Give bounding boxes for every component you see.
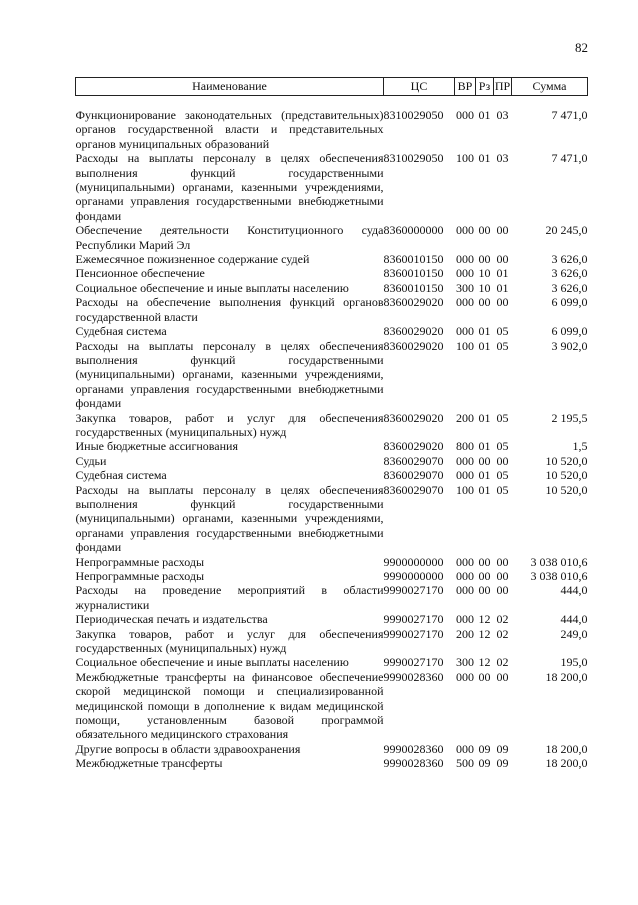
- row-name: Расходы на обеспечение выполнения функций органов государственной власти: [75, 295, 384, 324]
- row-rz: 12: [478, 655, 491, 670]
- row-rz: 00: [478, 554, 491, 569]
- row-pr: 00: [496, 295, 509, 310]
- row-rz: 12: [478, 626, 491, 641]
- row-name: Другие вопросы в области здравоохранения: [75, 741, 301, 756]
- row-vr: 100: [456, 338, 474, 353]
- row-vr: 000: [456, 453, 474, 468]
- row-vr: 000: [456, 583, 474, 598]
- row-sum: 1,5: [572, 439, 588, 454]
- row-name: Расходы на выплаты персоналу в целях обеспечения выполнения функций государственными (муниципальными) органами, казенными учреждениями, органами управления государственными внебюджетными фондами: [75, 482, 384, 555]
- table-row: [76, 454, 588, 468]
- row-pr: 00: [496, 554, 509, 569]
- table-row: [76, 612, 588, 626]
- row-cs: 8360029020: [383, 439, 444, 454]
- row-cs: 8310029050: [383, 151, 444, 166]
- row-pr: 00: [496, 453, 509, 468]
- row-vr: 500: [456, 756, 474, 771]
- header-rz: Рз: [476, 78, 494, 96]
- row-cs: 9990028360: [383, 756, 444, 771]
- row-pr: 02: [496, 655, 509, 670]
- table-row: [76, 411, 588, 440]
- row-vr: 200: [456, 626, 474, 641]
- table-header-row: [76, 78, 588, 96]
- table-row: [76, 339, 588, 411]
- row-name: Функционирование законодательных (представительных) органов государственной власти и представительных органов муниципальных образований: [75, 108, 384, 151]
- row-sum: 3 626,0: [551, 280, 588, 295]
- table-row: [76, 742, 588, 756]
- table-row: [76, 583, 588, 612]
- header-spacer: [76, 96, 588, 109]
- row-rz: 01: [478, 324, 491, 339]
- row-sum: 10 520,0: [545, 453, 588, 468]
- row-sum: 3 626,0: [551, 266, 588, 281]
- row-pr: 01: [496, 280, 509, 295]
- row-name: Расходы на выплаты персоналу в целях обеспечения выполнения функций государственными (муниципальными) органами, казенными учреждениями, органами управления государственными внебюджетными фондами: [75, 151, 384, 223]
- row-vr: 000: [456, 741, 474, 756]
- row-rz: 00: [478, 295, 491, 310]
- row-sum: 3 038 010,6: [530, 554, 588, 569]
- row-cs: 8310029050: [383, 108, 444, 122]
- row-sum: 249,0: [560, 626, 588, 641]
- row-cs: 8360029020: [383, 410, 444, 425]
- row-pr: 00: [496, 252, 509, 267]
- row-vr: 000: [456, 266, 474, 281]
- row-cs: 8360029020: [383, 295, 444, 310]
- row-cs: 8360029070: [383, 482, 444, 497]
- row-sum: 444,0: [560, 612, 588, 627]
- row-vr: 000: [456, 554, 474, 569]
- row-sum: 3 902,0: [551, 338, 588, 353]
- row-cs: 9990027170: [383, 655, 444, 670]
- row-vr: 200: [456, 410, 474, 425]
- row-name: Межбюджетные трансферты: [75, 756, 223, 771]
- row-pr: 05: [496, 338, 509, 353]
- row-vr: 000: [456, 468, 474, 483]
- row-rz: 10: [478, 266, 491, 281]
- row-rz: 01: [478, 439, 491, 454]
- table-row: [76, 670, 588, 742]
- row-sum: 2 195,5: [551, 410, 588, 425]
- row-pr: 00: [496, 223, 509, 238]
- row-vr: 300: [456, 280, 474, 295]
- row-rz: 12: [478, 612, 491, 627]
- row-pr: 05: [496, 439, 509, 454]
- row-cs: 9990000000: [383, 569, 444, 583]
- row-sum: 10 520,0: [545, 482, 588, 497]
- row-sum: 3 626,0: [551, 252, 588, 267]
- row-sum: 3 038 010,6: [530, 569, 588, 583]
- row-name: Ежемесячное пожизненное содержание судей: [75, 252, 310, 267]
- row-sum: 10 520,0: [545, 468, 588, 483]
- table-row: [76, 295, 588, 324]
- row-name: Судебная система: [75, 324, 167, 339]
- row-vr: 000: [456, 108, 474, 122]
- table-row: [76, 108, 588, 151]
- row-cs: 8360000000: [383, 223, 444, 238]
- row-sum: 444,0: [560, 583, 588, 598]
- row-vr: 000: [456, 669, 474, 684]
- row-name: Обеспечение деятельности Конституционного суда Республики Марий Эл: [75, 223, 384, 252]
- row-pr: 05: [496, 468, 509, 483]
- row-pr: 02: [496, 612, 509, 627]
- table-row: [76, 324, 588, 338]
- row-name: Социальное обеспечение и иные выплаты населению: [75, 655, 349, 670]
- header-name: Наименование: [76, 78, 384, 96]
- row-pr: 05: [496, 482, 509, 497]
- row-vr: 300: [456, 655, 474, 670]
- row-name: Межбюджетные трансферты на финансовое обеспечение скорой медицинской помощи и специализированной медицинской помощи в дополнение к видам медицинской помощи, установленным базовой программой обязательного медицинского страхования: [75, 669, 384, 742]
- table-row: [76, 468, 588, 482]
- table-row: [76, 483, 588, 555]
- row-name: Непрограммные расходы: [75, 554, 205, 569]
- row-sum: 7 471,0: [551, 108, 588, 122]
- row-rz: 00: [478, 252, 491, 267]
- row-pr: 00: [496, 669, 509, 684]
- row-rz: 01: [478, 151, 491, 166]
- table-row: [76, 627, 588, 656]
- row-rz: 10: [478, 280, 491, 295]
- row-pr: 09: [496, 741, 509, 756]
- row-cs: 9990027170: [383, 626, 444, 641]
- row-name: Судебная система: [75, 468, 167, 483]
- row-pr: 05: [496, 324, 509, 339]
- row-rz: 01: [478, 338, 491, 353]
- row-cs: 8360029070: [383, 453, 444, 468]
- table-row: [76, 266, 588, 280]
- table-row: [76, 281, 588, 295]
- table-row: [76, 151, 588, 223]
- row-cs: 9990028360: [383, 669, 444, 684]
- header-vr: ВР: [455, 78, 476, 96]
- row-sum: 18 200,0: [545, 669, 588, 684]
- row-rz: 09: [478, 741, 491, 756]
- row-cs: 9990028360: [383, 741, 444, 756]
- row-rz: 09: [478, 756, 491, 771]
- row-sum: 195,0: [560, 655, 588, 670]
- table-row: [76, 252, 588, 266]
- row-pr: 00: [496, 583, 509, 598]
- row-pr: 03: [496, 151, 509, 166]
- row-rz: 00: [478, 583, 491, 598]
- row-cs: 8360029070: [383, 468, 444, 483]
- row-vr: 000: [456, 612, 474, 627]
- row-pr: 03: [496, 108, 509, 122]
- table-row: [76, 555, 588, 569]
- row-vr: 100: [456, 482, 474, 497]
- row-name: Социальное обеспечение и иные выплаты населению: [75, 280, 349, 295]
- table-row: [76, 223, 588, 252]
- row-rz: 00: [478, 453, 491, 468]
- row-name: Непрограммные расходы: [75, 569, 205, 583]
- row-rz: 00: [478, 569, 491, 583]
- row-name: Иные бюджетные ассигнования: [75, 439, 238, 454]
- row-cs: 9900000000: [383, 554, 444, 569]
- row-name: Закупка товаров, работ и услуг для обеспечения государственных (муниципальных) нужд: [75, 626, 384, 656]
- table-row: [76, 569, 588, 583]
- budget-table: [75, 77, 588, 771]
- row-sum: 18 200,0: [545, 756, 588, 771]
- row-rz: 01: [478, 108, 491, 122]
- row-cs: 8360029020: [383, 338, 444, 353]
- row-name: Периодическая печать и издательства: [75, 612, 268, 627]
- row-vr: 000: [456, 324, 474, 339]
- row-name: Расходы на проведение мероприятий в области журналистики: [75, 583, 384, 612]
- table-row: [76, 756, 588, 770]
- row-cs: 9990027170: [383, 583, 444, 598]
- row-cs: 8360010150: [383, 252, 444, 267]
- row-pr: 01: [496, 266, 509, 281]
- row-name: Судьи: [75, 453, 107, 468]
- row-rz: 01: [478, 468, 491, 483]
- row-name: Расходы на выплаты персоналу в целях обеспечения выполнения функций государственными (муниципальными) органами, казенными учреждениями, органами управления государственными внебюджетными фондами: [75, 338, 384, 411]
- header-sum: Сумма: [512, 78, 588, 96]
- row-cs: 9990027170: [383, 612, 444, 627]
- row-vr: 000: [456, 295, 474, 310]
- row-vr: 100: [456, 151, 474, 166]
- row-sum: 18 200,0: [545, 741, 588, 756]
- table-row: [76, 655, 588, 669]
- page-number: 82: [575, 40, 588, 55]
- row-rz: 00: [478, 223, 491, 238]
- row-name: Закупка товаров, работ и услуг для обеспечения государственных (муниципальных) нужд: [75, 410, 384, 439]
- table-row: [76, 439, 588, 453]
- row-cs: 8360010150: [383, 266, 444, 281]
- row-vr: 000: [456, 569, 474, 583]
- row-rz: 01: [478, 482, 491, 497]
- header-cs: ЦС: [384, 78, 455, 96]
- row-rz: 00: [478, 669, 491, 684]
- row-pr: 02: [496, 626, 509, 641]
- row-vr: 800: [456, 439, 474, 454]
- row-name: Пенсионное обеспечение: [75, 266, 205, 281]
- row-vr: 000: [456, 223, 474, 238]
- row-pr: 09: [496, 756, 509, 771]
- row-sum: 6 099,0: [551, 295, 588, 310]
- row-pr: 00: [496, 569, 509, 583]
- row-rz: 01: [478, 410, 491, 425]
- header-pr: ПР: [494, 78, 512, 96]
- row-sum: 6 099,0: [551, 324, 588, 339]
- row-cs: 8360029020: [383, 324, 444, 339]
- row-sum: 7 471,0: [551, 151, 588, 166]
- row-pr: 05: [496, 410, 509, 425]
- row-vr: 000: [456, 252, 474, 267]
- row-sum: 20 245,0: [545, 223, 588, 238]
- row-cs: 8360010150: [383, 280, 444, 295]
